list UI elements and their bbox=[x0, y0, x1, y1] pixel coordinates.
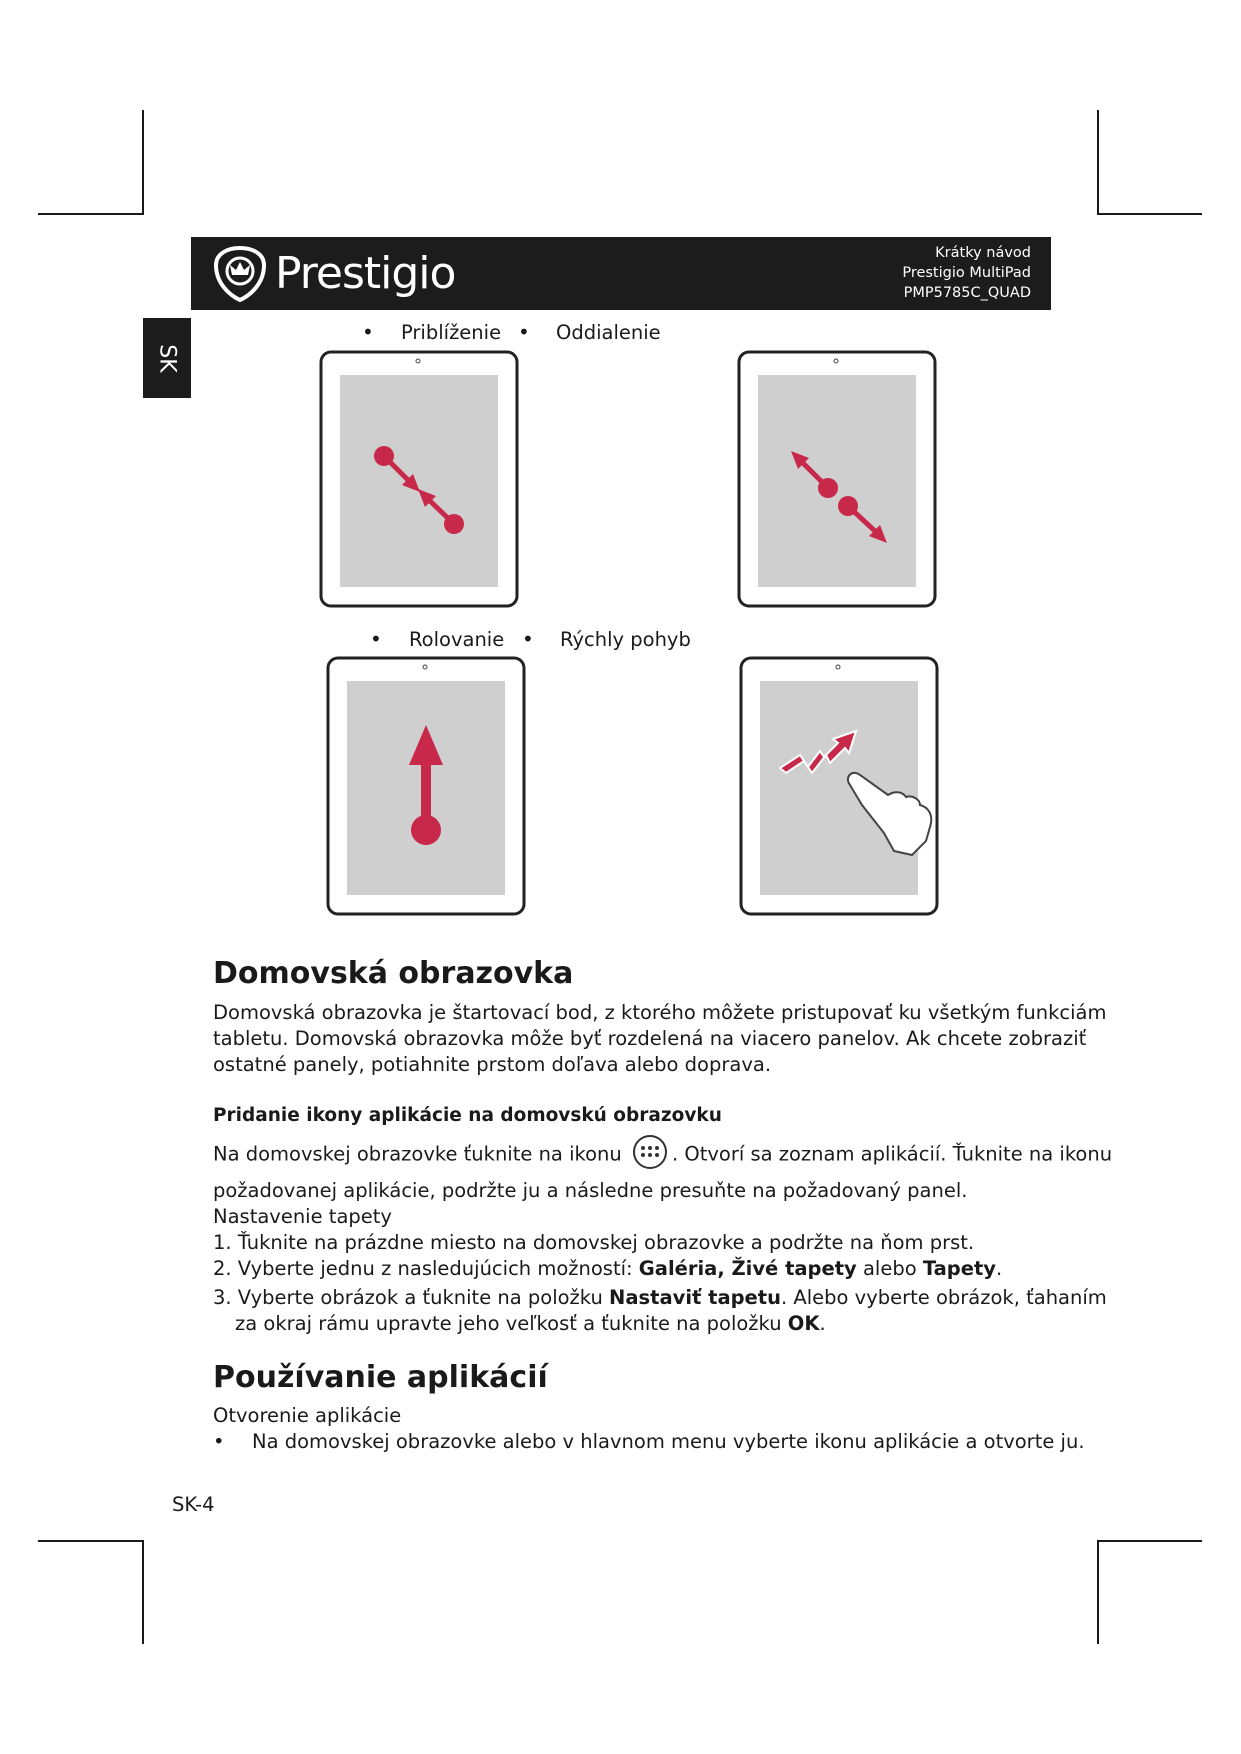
label-zoom-out: Oddialenie bbox=[556, 321, 661, 344]
tablet-scroll-illustration bbox=[325, 655, 527, 917]
header-info bbox=[902, 243, 1031, 303]
option-gallery-live-wallpapers: Galéria, Živé tapety bbox=[638, 1257, 857, 1280]
step-text: . bbox=[819, 1312, 826, 1335]
step-text: . bbox=[996, 1257, 1003, 1280]
tablet-flick-illustration bbox=[738, 655, 958, 917]
header-bar bbox=[191, 237, 1051, 310]
crop-mark bbox=[1097, 110, 1099, 215]
crop-mark bbox=[142, 1540, 144, 1644]
section-title-home-screen: Domovská obrazovka bbox=[213, 956, 574, 991]
step-text: 3. Vyberte obrázok a ťuknite na položku bbox=[213, 1286, 610, 1309]
crop-mark bbox=[1097, 213, 1202, 215]
bullet: • bbox=[213, 1430, 225, 1453]
section-title-using-apps: Používanie aplikácií bbox=[213, 1360, 548, 1395]
paragraph-line: ostatné panely, potiahnite prstom doľava alebo doprava. bbox=[213, 1053, 772, 1076]
crop-mark bbox=[38, 213, 144, 215]
doc-type: Krátky návod bbox=[935, 245, 1031, 261]
option-wallpapers: Tapety bbox=[922, 1257, 997, 1280]
crown-shield-icon bbox=[213, 245, 267, 303]
wallpaper-step-3-cont bbox=[235, 1311, 826, 1337]
add-icon-line bbox=[213, 1140, 1112, 1170]
open-app-text: Na domovskej obrazovke alebo v hlavnom menu vyberte ikonu aplikácie a otvorte ju. bbox=[252, 1430, 1085, 1453]
bullet: • bbox=[518, 320, 530, 344]
label-zoom-in: Priblíženie bbox=[401, 321, 502, 344]
tablet-zoom-out-illustration bbox=[736, 349, 940, 609]
language-tab bbox=[143, 318, 191, 398]
bullet: • bbox=[522, 627, 534, 651]
add-icon-line-2: požadovanej aplikácie, podržte ju a následne presuňte na požadovaný panel. bbox=[213, 1179, 968, 1202]
bullet: • bbox=[370, 627, 382, 651]
crop-mark bbox=[1097, 1540, 1202, 1542]
wallpaper-step-1: 1. Ťuknite na prázdne miesto na domovskej obrazovke a podržte na ňom prst. bbox=[213, 1231, 975, 1254]
label-scroll: Rolovanie bbox=[409, 628, 505, 651]
model-number: PMP5785C_QUAD bbox=[903, 285, 1031, 301]
wallpaper-title: Nastavenie tapety bbox=[213, 1205, 392, 1228]
language-code: SK bbox=[154, 343, 180, 373]
paragraph-line: tabletu. Domovská obrazovka môže byť rozdelená na viacero panelov. Ak chcete zobraziť bbox=[213, 1027, 1087, 1050]
wallpaper-step-2 bbox=[213, 1256, 1002, 1282]
step-text: 2. Vyberte jednu z nasledujúcich možností: bbox=[213, 1257, 639, 1280]
crop-mark bbox=[38, 1540, 144, 1542]
wallpaper-step-3 bbox=[213, 1285, 1107, 1311]
step-text: za okraj rámu upravte jeho veľkosť a ťuknite na položku bbox=[235, 1312, 788, 1335]
add-icon-text-b: . Otvorí sa zoznam aplikácií. Ťuknite na ikonu bbox=[671, 1142, 1113, 1166]
step-text: . Alebo vyberte obrázok, ťahaním bbox=[781, 1286, 1107, 1309]
all-apps-icon bbox=[632, 1134, 668, 1170]
option-set-wallpaper: Nastaviť tapetu bbox=[609, 1286, 781, 1309]
prestigio-logo bbox=[213, 245, 455, 303]
option-ok: OK bbox=[787, 1312, 820, 1335]
logo-wordmark: Prestigio bbox=[275, 248, 456, 299]
label-flick: Rýchly pohyb bbox=[560, 628, 691, 651]
product-name: Prestigio MultiPad bbox=[902, 265, 1031, 281]
bullet: • bbox=[362, 320, 374, 344]
tablet-zoom-in-illustration bbox=[318, 349, 522, 609]
open-app-title: Otvorenie aplikácie bbox=[213, 1404, 402, 1427]
add-icon-text-a: Na domovskej obrazovke ťuknite na ikonu bbox=[213, 1142, 622, 1166]
crop-mark bbox=[1097, 1540, 1099, 1644]
page-number: SK-4 bbox=[172, 1493, 215, 1516]
step-text: alebo bbox=[856, 1257, 923, 1280]
paragraph-line: Domovská obrazovka je štartovací bod, z ktorého môžete pristupovať ku všetkým funkciám bbox=[213, 1001, 1107, 1024]
subsection-title-add-icon: Pridanie ikony aplikácie na domovskú obrazovku bbox=[213, 1105, 722, 1126]
crop-mark bbox=[142, 110, 144, 215]
